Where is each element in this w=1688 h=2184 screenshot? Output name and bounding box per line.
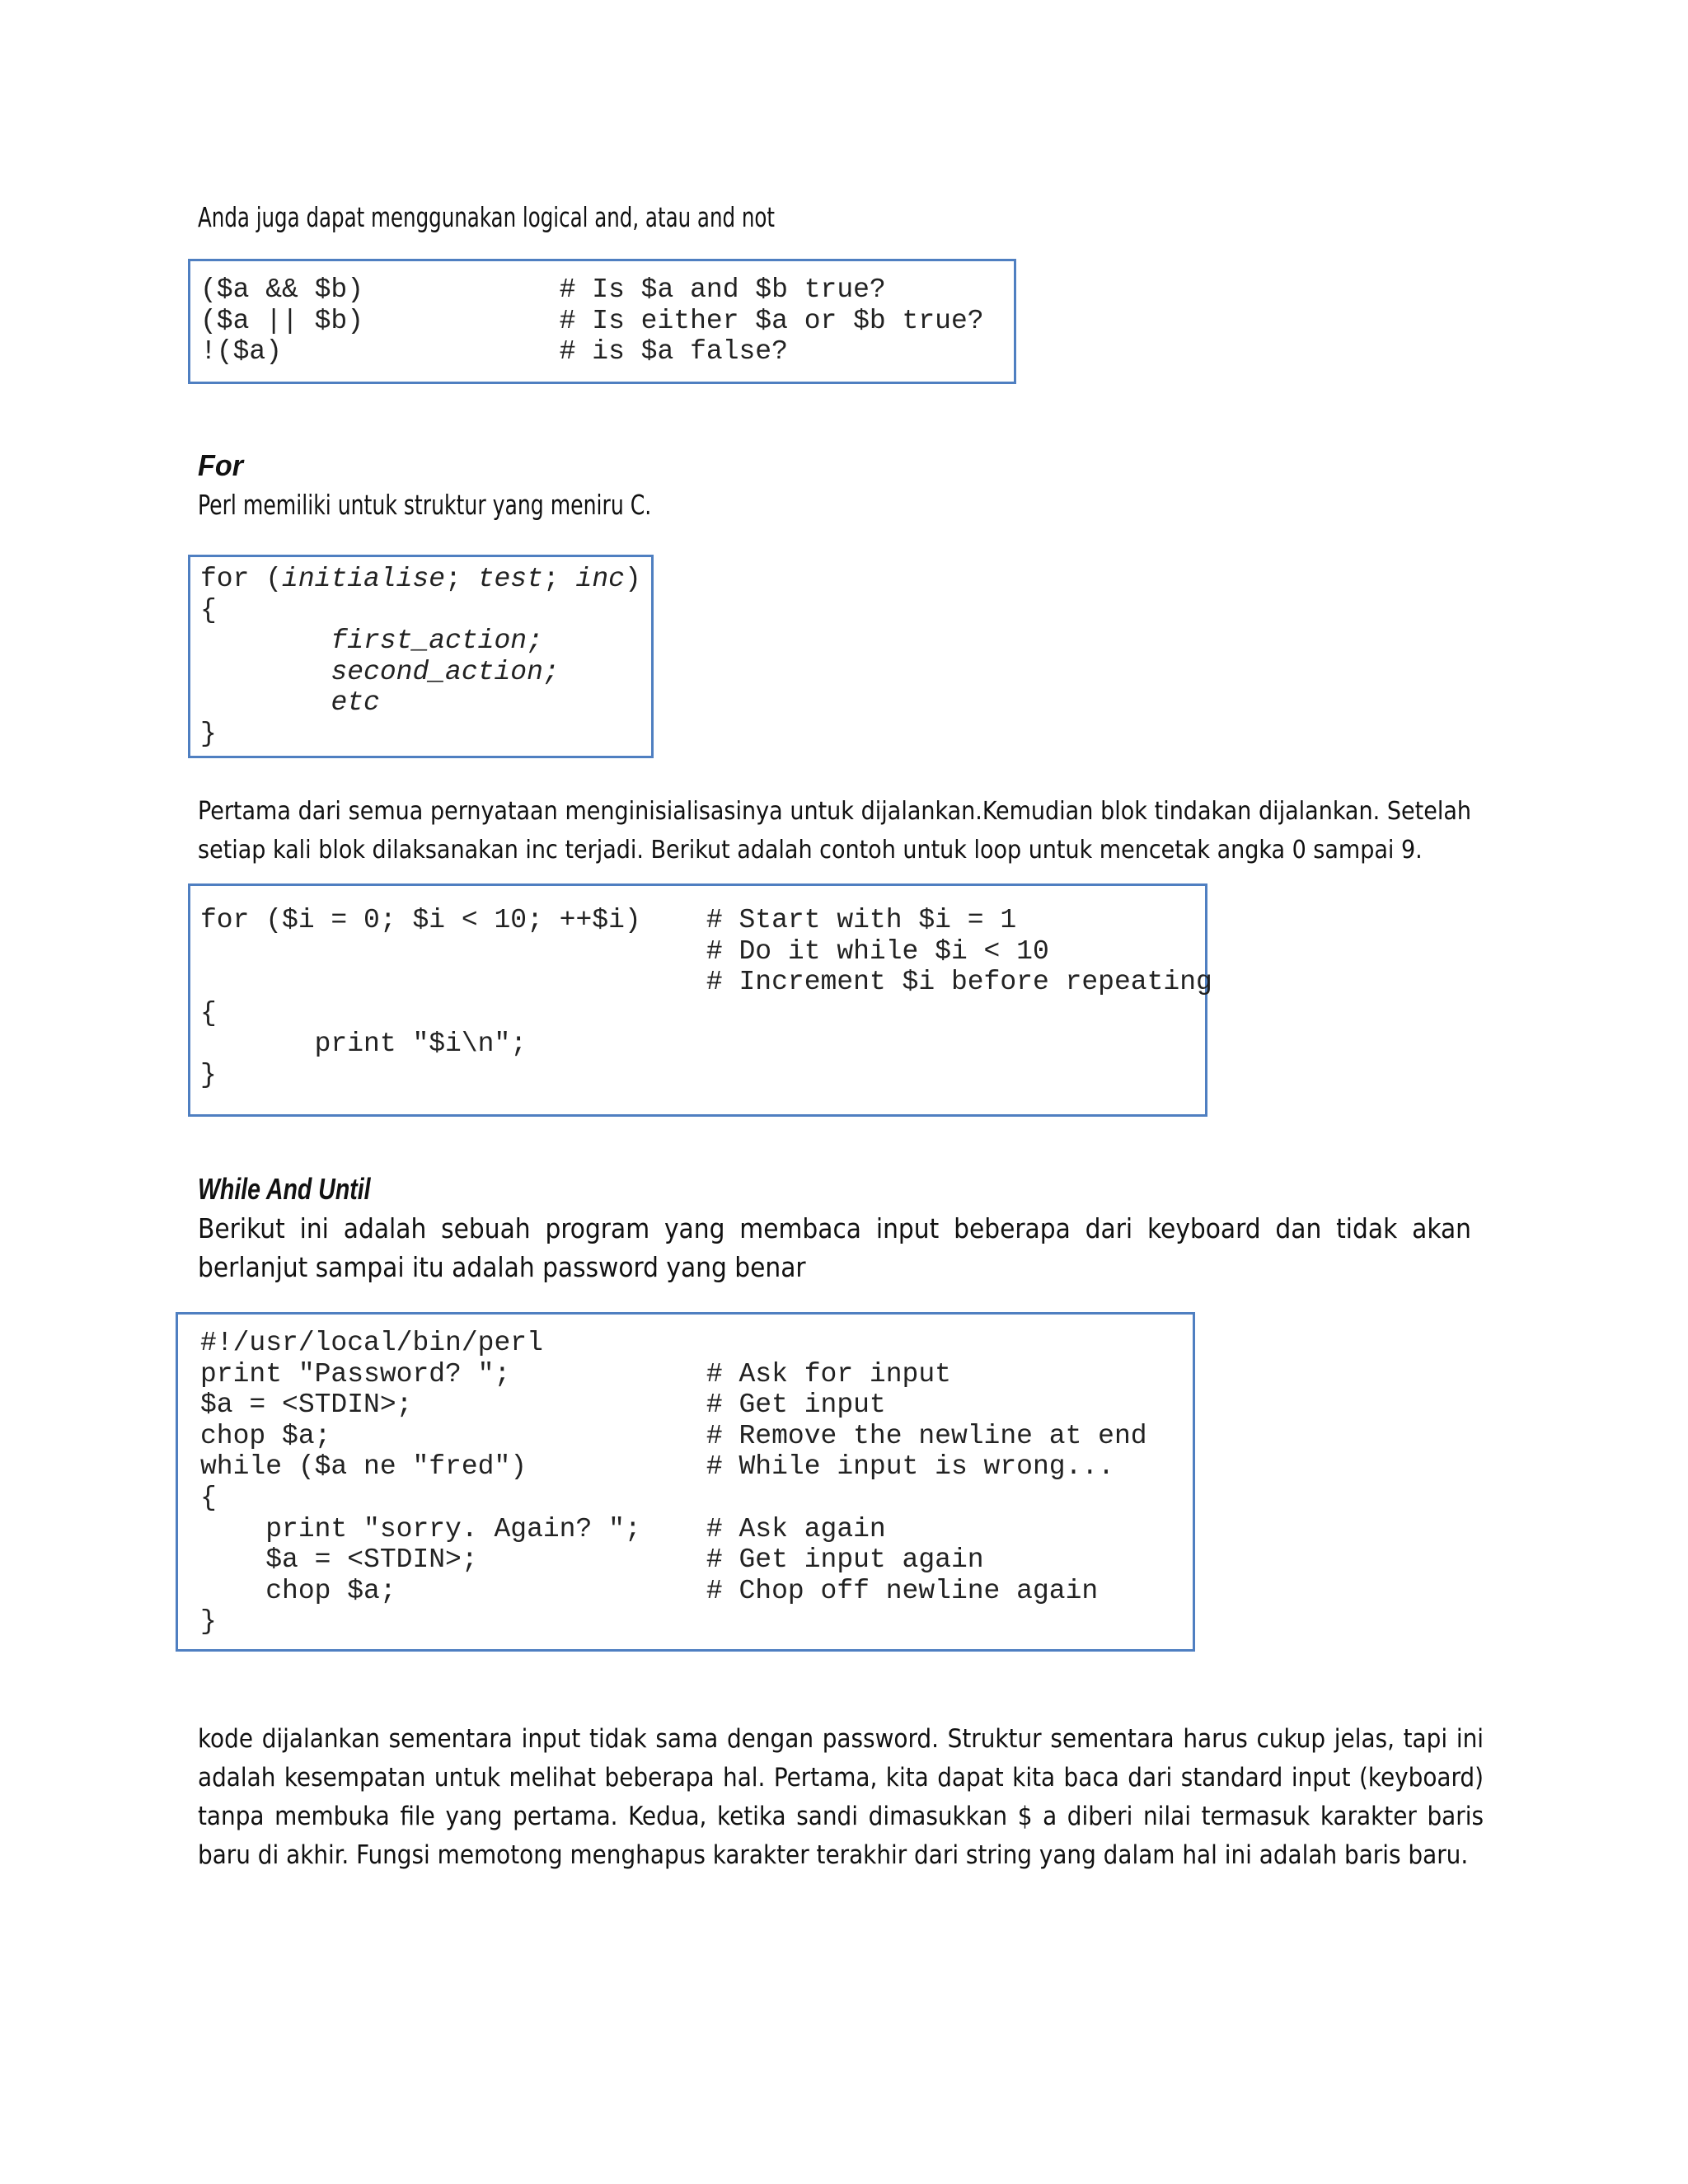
- code-indent: [200, 687, 331, 718]
- code-line: $a = <STDIN>; # Get input: [200, 1390, 886, 1421]
- code-line: for ($i = 0; $i < 10; ++$i) # Start with $i = 1: [200, 905, 1017, 935]
- code-line: while ($a ne "fred") # While input is wrong...: [200, 1451, 1114, 1483]
- code-line: chop $a; # Remove the newline at end: [200, 1420, 1147, 1451]
- logical-code: [200, 274, 984, 368]
- code-line: [200, 626, 641, 657]
- code-punct: ): [624, 564, 641, 594]
- for-heading: For: [198, 448, 243, 482]
- code-line: [200, 564, 641, 595]
- code-line: print "sorry. Again? "; # Ask again: [200, 1513, 886, 1544]
- code-line: [200, 657, 641, 688]
- intro-text: Anda juga dapat menggunakan logical and, atau and not: [198, 201, 776, 233]
- code-line: }: [200, 1606, 217, 1638]
- code-placeholder: second_action;: [331, 656, 560, 687]
- code-line: ($a || $b) # Is either $a or $b true?: [200, 305, 984, 336]
- code-line: }: [200, 1059, 217, 1090]
- code-line: ($a && $b) # Is $a and $b true?: [200, 274, 886, 305]
- code-punct: ;: [542, 564, 576, 594]
- while-program-code: [200, 1328, 1147, 1638]
- code-line: {: [200, 997, 217, 1029]
- code-line: # Do it while $i < 10: [200, 935, 1049, 967]
- code-placeholder: first_action;: [331, 626, 543, 657]
- code-line: $a = <STDIN>; # Get input again: [200, 1544, 984, 1576]
- code-placeholder: test: [477, 564, 543, 594]
- code-indent: [200, 657, 331, 687]
- code-placeholder: inc: [575, 564, 625, 594]
- code-line: chop $a; # Chop off newline again: [200, 1575, 1099, 1606]
- code-placeholder: initialise: [282, 564, 446, 594]
- code-punct: ;: [445, 564, 478, 594]
- code-line: # Increment $i before repeating: [200, 967, 1212, 998]
- code-keyword: for (: [200, 564, 283, 594]
- while-description: Berikut ini adalah sebuah program yang membaca input beberapa dari keyboard dan tidak akan berlanjut sampai itu adalah password yang benar: [198, 1212, 1471, 1283]
- for-example-code: [200, 905, 1212, 1091]
- for-explanation: Pertama dari semua pernyataan menginisialisasinya untuk dijalankan.Kemudian blok tindakan dijalankan. Setelah setiap kali blok dilaksanakan inc terjadi. Berikut adalah contoh untuk loop untuk mencetak angka 0 sampai 9.: [198, 797, 1471, 865]
- while-heading: While And Until: [198, 1172, 371, 1206]
- for-description: Perl memiliki untuk struktur yang meniru C.: [198, 489, 652, 521]
- code-line: {: [200, 1482, 217, 1513]
- code-line: print "$i\n";: [200, 1029, 528, 1060]
- code-indent: [200, 626, 331, 656]
- code-line: #!/usr/local/bin/perl: [200, 1328, 543, 1358]
- closing-paragraph: kode dijalankan sementara input tidak sama dengan password. Struktur sementara harus cukup jelas, tapi ini adalah kesempatan untuk melihat beberapa hal. Pertama, kita dapat kita baca dari standard input (keyboard) tanpa membuka file yang pertama. Kedua, ketika sandi dimasukkan $ a diberi nilai termasuk karakter baris baru di akhir. Fungsi memotong menghapus karakter terakhir dari string yang dalam hal ini adalah baris baru.: [198, 1724, 1484, 1870]
- code-line: {: [200, 594, 217, 626]
- code-line: [200, 687, 641, 719]
- for-syntax-code: [200, 564, 641, 750]
- code-line: }: [200, 718, 217, 749]
- code-line: !($a) # is $a false?: [200, 336, 788, 368]
- code-line: print "Password? "; # Ask for input: [200, 1358, 951, 1390]
- code-placeholder: etc: [331, 687, 380, 719]
